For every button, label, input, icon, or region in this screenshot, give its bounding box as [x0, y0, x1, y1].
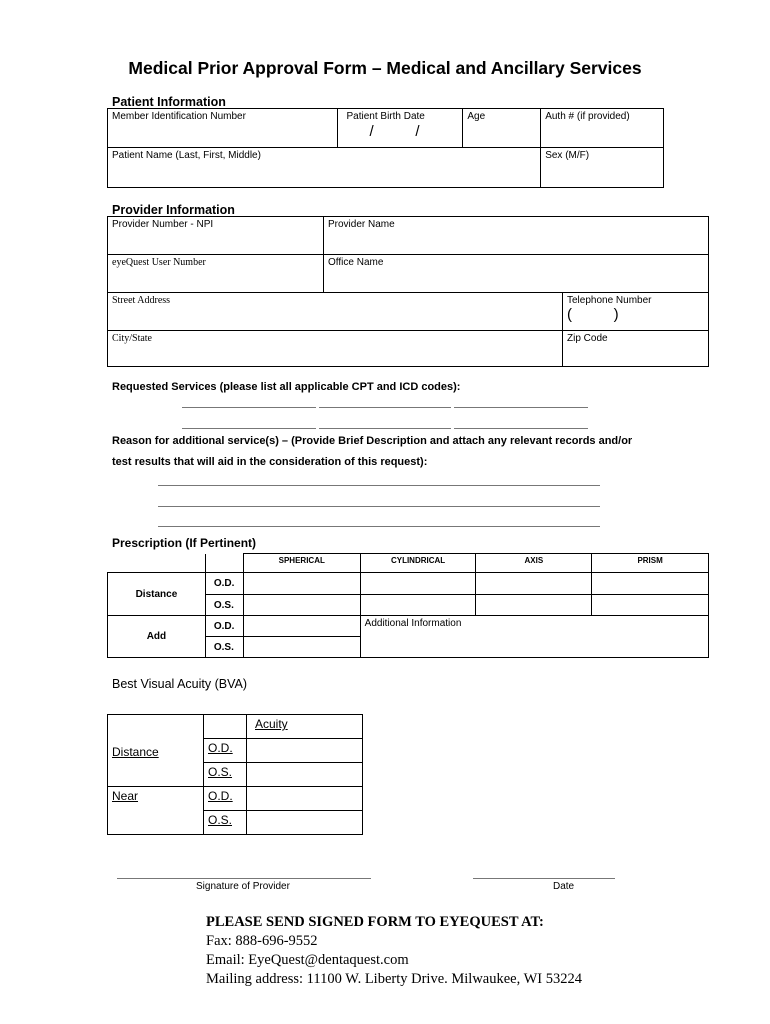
bva-distance-label: Distance	[108, 739, 204, 787]
member-id-label: Member Identification Number	[112, 111, 246, 122]
bva-distance-os-value[interactable]	[247, 763, 363, 787]
rx-distance-od-cylindrical[interactable]	[360, 573, 476, 595]
reason-line-1[interactable]	[158, 485, 600, 486]
rx-add-os-label: O.S.	[205, 637, 243, 658]
telephone-label: Telephone Number	[567, 295, 652, 306]
requested-services-label: Requested Services (please list all applicable CPT and ICD codes):	[112, 381, 461, 393]
bva-near-od-value[interactable]	[247, 787, 363, 811]
rx-distance-label: Distance	[108, 573, 206, 616]
footer-heading: PLEASE SEND SIGNED FORM TO EYEQUEST AT:	[206, 914, 544, 930]
zip-field[interactable]	[563, 331, 709, 367]
age-field[interactable]	[463, 109, 541, 148]
member-id-field[interactable]	[108, 109, 338, 148]
user-number-label: eyeQuest User Number	[112, 257, 206, 268]
rx-distance-od-label: O.D.	[205, 573, 243, 595]
provider-info-table	[107, 216, 709, 367]
reason-line-3[interactable]	[158, 526, 600, 527]
bva-near-os-value[interactable]	[247, 811, 363, 835]
office-name-label: Office Name	[328, 257, 384, 268]
icd-line-1[interactable]	[182, 428, 316, 429]
icd-line-2[interactable]	[319, 428, 451, 429]
city-field[interactable]	[108, 331, 563, 367]
user-number-field[interactable]	[108, 255, 324, 293]
telephone-field[interactable]	[563, 293, 709, 331]
prescription-table	[107, 553, 709, 658]
rx-col-spherical: SPHERICAL	[243, 554, 360, 573]
date-label: Date	[553, 881, 575, 892]
date-line[interactable]	[473, 878, 615, 879]
npi-field[interactable]	[108, 217, 324, 255]
patient-name-label: Patient Name (Last, First, Middle)	[112, 150, 261, 161]
cpt-line-3[interactable]	[454, 407, 588, 408]
footer-fax: Fax: 888-696-9552	[206, 933, 318, 949]
bva-corner	[108, 715, 204, 739]
icd-line-3[interactable]	[454, 428, 588, 429]
zip-label: Zip Code	[567, 333, 608, 344]
city-label: City/State	[112, 333, 152, 344]
rx-add-label: Add	[108, 616, 206, 658]
reason-label-line1: Reason for additional service(s) – (Provide Brief Description and attach any relevant records and/or	[112, 435, 633, 447]
rx-distance-os-axis[interactable]	[476, 595, 592, 616]
provider-name-field[interactable]	[324, 217, 709, 255]
rx-distance-os-cylindrical[interactable]	[360, 595, 476, 616]
bva-distance-od-label: O.D.	[204, 739, 247, 763]
footer-email: Email: EyeQuest@dentaquest.com	[206, 952, 409, 968]
age-label: Age	[467, 111, 486, 122]
street-label: Street Address	[112, 295, 171, 306]
additional-information-field[interactable]	[360, 616, 708, 658]
cpt-line-2[interactable]	[319, 407, 451, 408]
cpt-line-1[interactable]	[182, 407, 316, 408]
form-title: Medical Prior Approval Form – Medical and Ancillary Services	[128, 58, 642, 78]
bva-near-os-label: O.S.	[204, 811, 247, 835]
rx-col-prism: PRISM	[592, 554, 709, 573]
rx-distance-od-spherical[interactable]	[243, 573, 360, 595]
birth-date-label: Patient Birth Date	[346, 111, 425, 122]
auth-field[interactable]	[541, 109, 664, 148]
prescription-heading: Prescription (If Pertinent)	[112, 536, 257, 550]
signature-line[interactable]	[117, 878, 371, 879]
birth-date-field[interactable]	[338, 109, 463, 148]
bva-eye-header	[204, 715, 247, 739]
reason-line-2[interactable]	[158, 506, 600, 507]
telephone-parens: ( )	[567, 306, 619, 323]
rx-corner	[108, 554, 206, 573]
rx-eye-header	[205, 554, 243, 573]
rx-distance-os-spherical[interactable]	[243, 595, 360, 616]
sex-label: Sex (M/F)	[545, 150, 590, 161]
npi-label: Provider Number - NPI	[112, 219, 214, 230]
patient-info-table	[107, 108, 664, 188]
rx-distance-os-prism[interactable]	[592, 595, 709, 616]
bva-distance-od-value[interactable]	[247, 739, 363, 763]
bva-acuity-header: Acuity	[247, 715, 363, 739]
footer-mail: Mailing address: 11100 W. Liberty Drive. Milwaukee, WI 53224	[206, 971, 582, 987]
rx-col-cylindrical: CYLINDRICAL	[360, 554, 476, 573]
provider-name-label: Provider Name	[328, 219, 395, 230]
additional-information-label: Additional Information	[364, 618, 462, 629]
rx-distance-od-axis[interactable]	[476, 573, 592, 595]
auth-label: Auth # (if provided)	[545, 111, 630, 122]
rx-distance-os-label: O.S.	[205, 595, 243, 616]
reason-label-line2: test results that will aid in the consideration of this request):	[112, 456, 428, 468]
provider-info-heading: Provider Information	[112, 203, 235, 217]
office-name-field[interactable]	[324, 255, 709, 293]
bva-distance-os-label: O.S.	[204, 763, 247, 787]
bva-table	[107, 714, 363, 835]
footer-block	[206, 913, 582, 989]
birth-date-slashes: / /	[369, 123, 420, 140]
street-field[interactable]	[108, 293, 563, 331]
bva-near-od-label: O.D.	[204, 787, 247, 811]
rx-add-os-spherical[interactable]	[243, 637, 360, 658]
bva-near-label: Near	[108, 787, 204, 835]
patient-name-field[interactable]	[108, 148, 541, 188]
bva-heading: Best Visual Acuity (BVA)	[112, 677, 248, 691]
sex-field[interactable]	[541, 148, 664, 188]
signature-label: Signature of Provider	[196, 881, 290, 892]
rx-add-od-label: O.D.	[205, 616, 243, 637]
rx-add-od-spherical[interactable]	[243, 616, 360, 637]
rx-distance-od-prism[interactable]	[592, 573, 709, 595]
rx-col-axis: AXIS	[476, 554, 592, 573]
patient-info-heading: Patient Information	[112, 95, 226, 109]
